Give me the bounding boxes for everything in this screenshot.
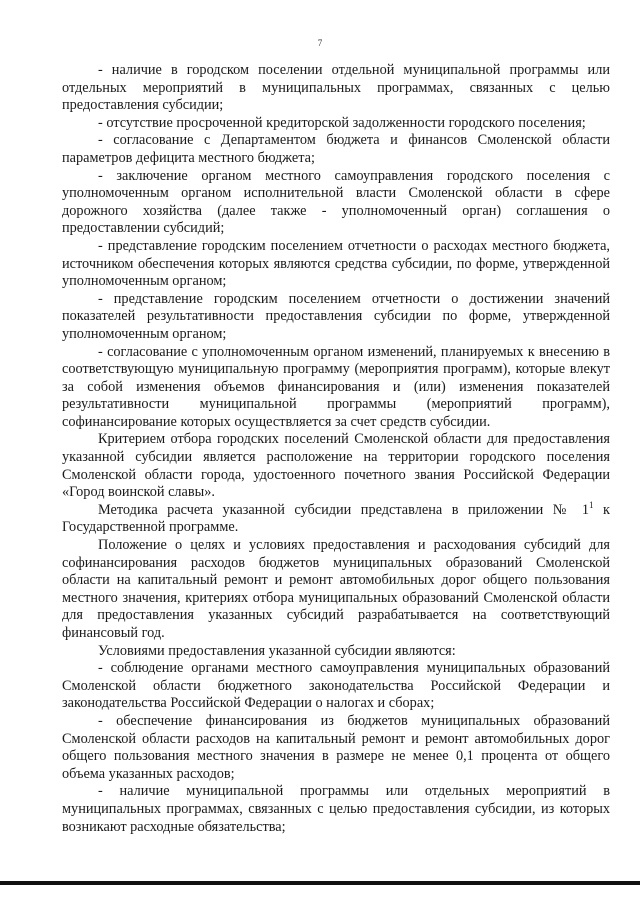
paragraph: - отсутствие просроченной кредиторской задолженности городского поселения; [98, 114, 586, 131]
paragraph: - соблюдение органами местного самоуправления муниципальных образований Смоленской области бюджетного законодательства Российской Федерации и законодательства Российской Федерации о налогах и сборах; [62, 660, 610, 712]
paragraph: - согласование с Департаментом бюджета и финансов Смоленской области параметров дефицита местного бюджета; [62, 132, 610, 166]
methodology-text-end: к Государственной программе. [62, 501, 610, 536]
methodology-paragraph [62, 502, 610, 537]
paragraph: Положение о целях и условиях предоставления и расходования субсидий для софинансирования расходов бюджетов муниципальных образований Смоленской области на капитальный ремонт и ремонт автомобильных дорог общего пользования местного значения, критериях отбора муниципальных образований Смоленской области для предоставления указанных субсидий разрабатывается на соответствующий финансовый год. [62, 537, 610, 641]
paragraph: - заключение органом местного самоуправления городского поселения с уполномоченным органом исполнительной власти Смоленской области в сфере дорожного хозяйства (далее также - уполномоченный орган) соглашения о предоставлении субсидий; [62, 167, 610, 237]
paragraph: - наличие муниципальной программы или отдельных мероприятий в муниципальных программах, связанных с целью предоставления субсидии, из которых возникают расходные обязательства; [62, 783, 610, 835]
paragraph: - согласование с уполномоченным органом изменений, планируемых к внесению в соответствующую муниципальную программу (мероприятия программ), которые влекут за собой изменения объемов финансирования и (или) изменения показателей результативности муниципальной программы (мероприятий программ), софинансирование которых осуществляется за счет средств субсидии. [62, 343, 610, 430]
paragraph: - представление городским поселением отчетности о расходах местного бюджета, источником обеспечения которых являются средства субсидии, по форме, утвержденной уполномоченным органом; [62, 237, 610, 290]
appendix-superscript: 1 [589, 500, 594, 511]
bottom-border [0, 881, 640, 885]
paragraph: - наличие в городском поселении отдельной муниципальной программы или отдельных мероприятий в муниципальных программах, связанных с целью предоставления субсидии; [62, 62, 610, 114]
page-number: 7 [317, 38, 323, 48]
methodology-text: Методика расчета указанной субсидии представлена в приложении № 1 [98, 501, 590, 518]
paragraph: Условиями предоставления указанной субсидии являются: [98, 642, 456, 659]
body-text [62, 62, 610, 836]
paragraph: - представление городским поселением отчетности о достижении значений показателей результативности предоставления субсидии по форме, утвержденной уполномоченным органом; [62, 290, 610, 342]
paragraph: Критерием отбора городских поселений Смоленской области для предоставления указанной субсидии является расположение на территории городского поселения Смоленской области города, удостоенного почетного звания Российской Федерации «Город воинской славы». [62, 431, 610, 501]
paragraph: - обеспечение финансирования из бюджетов муниципальных образований Смоленской области расходов на капитальный ремонт и ремонт автомобильных дорог общего пользования местного значения в размере не менее 0,1 процента от общего объема указанных расходов; [62, 712, 610, 782]
